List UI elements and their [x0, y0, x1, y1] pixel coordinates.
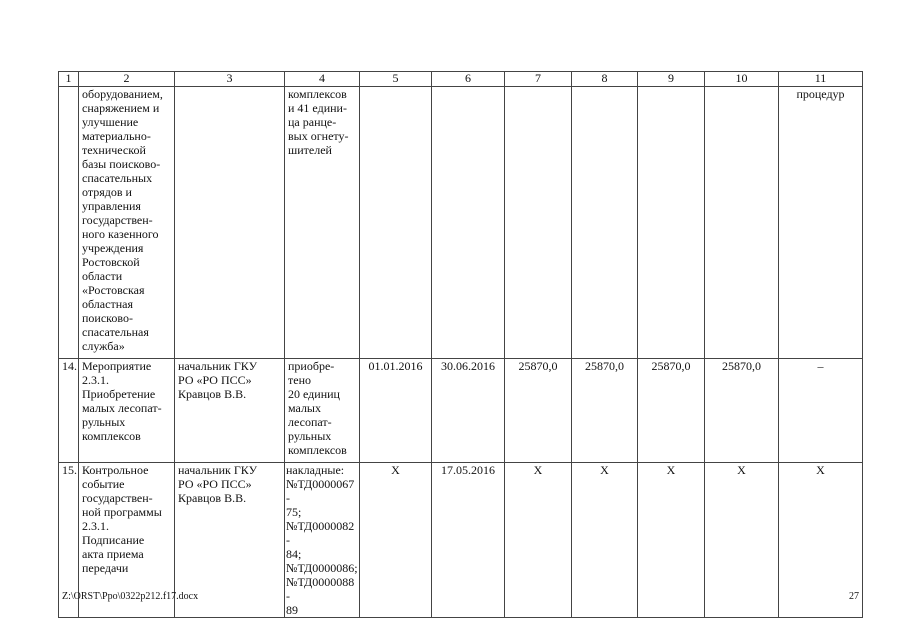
cell-col8 — [572, 87, 638, 359]
note-col11: – — [779, 359, 863, 463]
responsible: начальник ГКУ РО «РО ПСС» Кравцов В.В. — [175, 359, 285, 463]
table-row — [59, 359, 863, 463]
expected-result: комплексов и 41 едини- ца ранце- вых огнету- шителей — [285, 87, 360, 359]
cell-col9: X — [638, 463, 705, 618]
responsible: начальник ГКУ РО «РО ПСС» Кравцов В.В. — [175, 463, 285, 618]
footer-file-path: Z:\ORST\Ppo\0322p212.f17.docx — [62, 591, 199, 602]
row-number — [59, 87, 79, 359]
col-num-11: 11 — [779, 72, 863, 87]
amount-col7: 25870,0 — [505, 359, 572, 463]
col-num-8: 8 — [572, 72, 638, 87]
amount-col10: 25870,0 — [705, 359, 779, 463]
measure-name: оборудованием, снаряжением и улучшение материально- технической базы поисково- спасательных отрядов и управления государствен- ного казенного учреждения Ростовской области «Ростовская областная поисково- спасательная служба» — [79, 87, 175, 359]
cell-col11: процедур — [779, 87, 863, 359]
cell-col7: X — [505, 463, 572, 618]
cell-col8: X — [572, 463, 638, 618]
col-num-7: 7 — [505, 72, 572, 87]
cell-col5 — [360, 87, 432, 359]
col-num-1: 1 — [59, 72, 79, 87]
col-num-4: 4 — [285, 72, 360, 87]
cell-col10: X — [705, 463, 779, 618]
event-date: 17.05.2016 — [432, 463, 505, 618]
header-row — [59, 72, 863, 87]
col-num-5: 5 — [360, 72, 432, 87]
end-date: 30.06.2016 — [432, 359, 505, 463]
cell-col6 — [432, 87, 505, 359]
cell-col5: X — [360, 463, 432, 618]
expected-result: приобре- тено 20 единиц малых лесопат- рульных комплексов — [285, 359, 360, 463]
cell-col9 — [638, 87, 705, 359]
start-date: 01.01.2016 — [360, 359, 432, 463]
amount-col8: 25870,0 — [572, 359, 638, 463]
expected-result: накладные: №ТД0000067- 75; №ТД0000082- 84; №ТД0000086; №ТД0000088- 89 — [286, 463, 358, 617]
row-number: 14. — [59, 359, 79, 463]
amount-col9: 25870,0 — [638, 359, 705, 463]
table-row — [59, 87, 863, 359]
col-num-3: 3 — [175, 72, 285, 87]
col-num-9: 9 — [638, 72, 705, 87]
responsible — [175, 87, 285, 359]
col-num-10: 10 — [705, 72, 779, 87]
cell-col7 — [505, 87, 572, 359]
page-number: 27 — [849, 591, 859, 602]
col-num-6: 6 — [432, 72, 505, 87]
cell-col10 — [705, 87, 779, 359]
measure-name: Контрольное событие государствен- ной программы 2.3.1. Подписание акта приема передачи — [79, 463, 175, 618]
cell-col11: X — [779, 463, 863, 618]
col-num-2: 2 — [79, 72, 175, 87]
measure-name: Мероприятие 2.3.1. Приобретение малых лесопат- рульных комплексов — [79, 359, 175, 463]
program-table — [58, 71, 863, 618]
row-number: 15. — [59, 463, 79, 618]
